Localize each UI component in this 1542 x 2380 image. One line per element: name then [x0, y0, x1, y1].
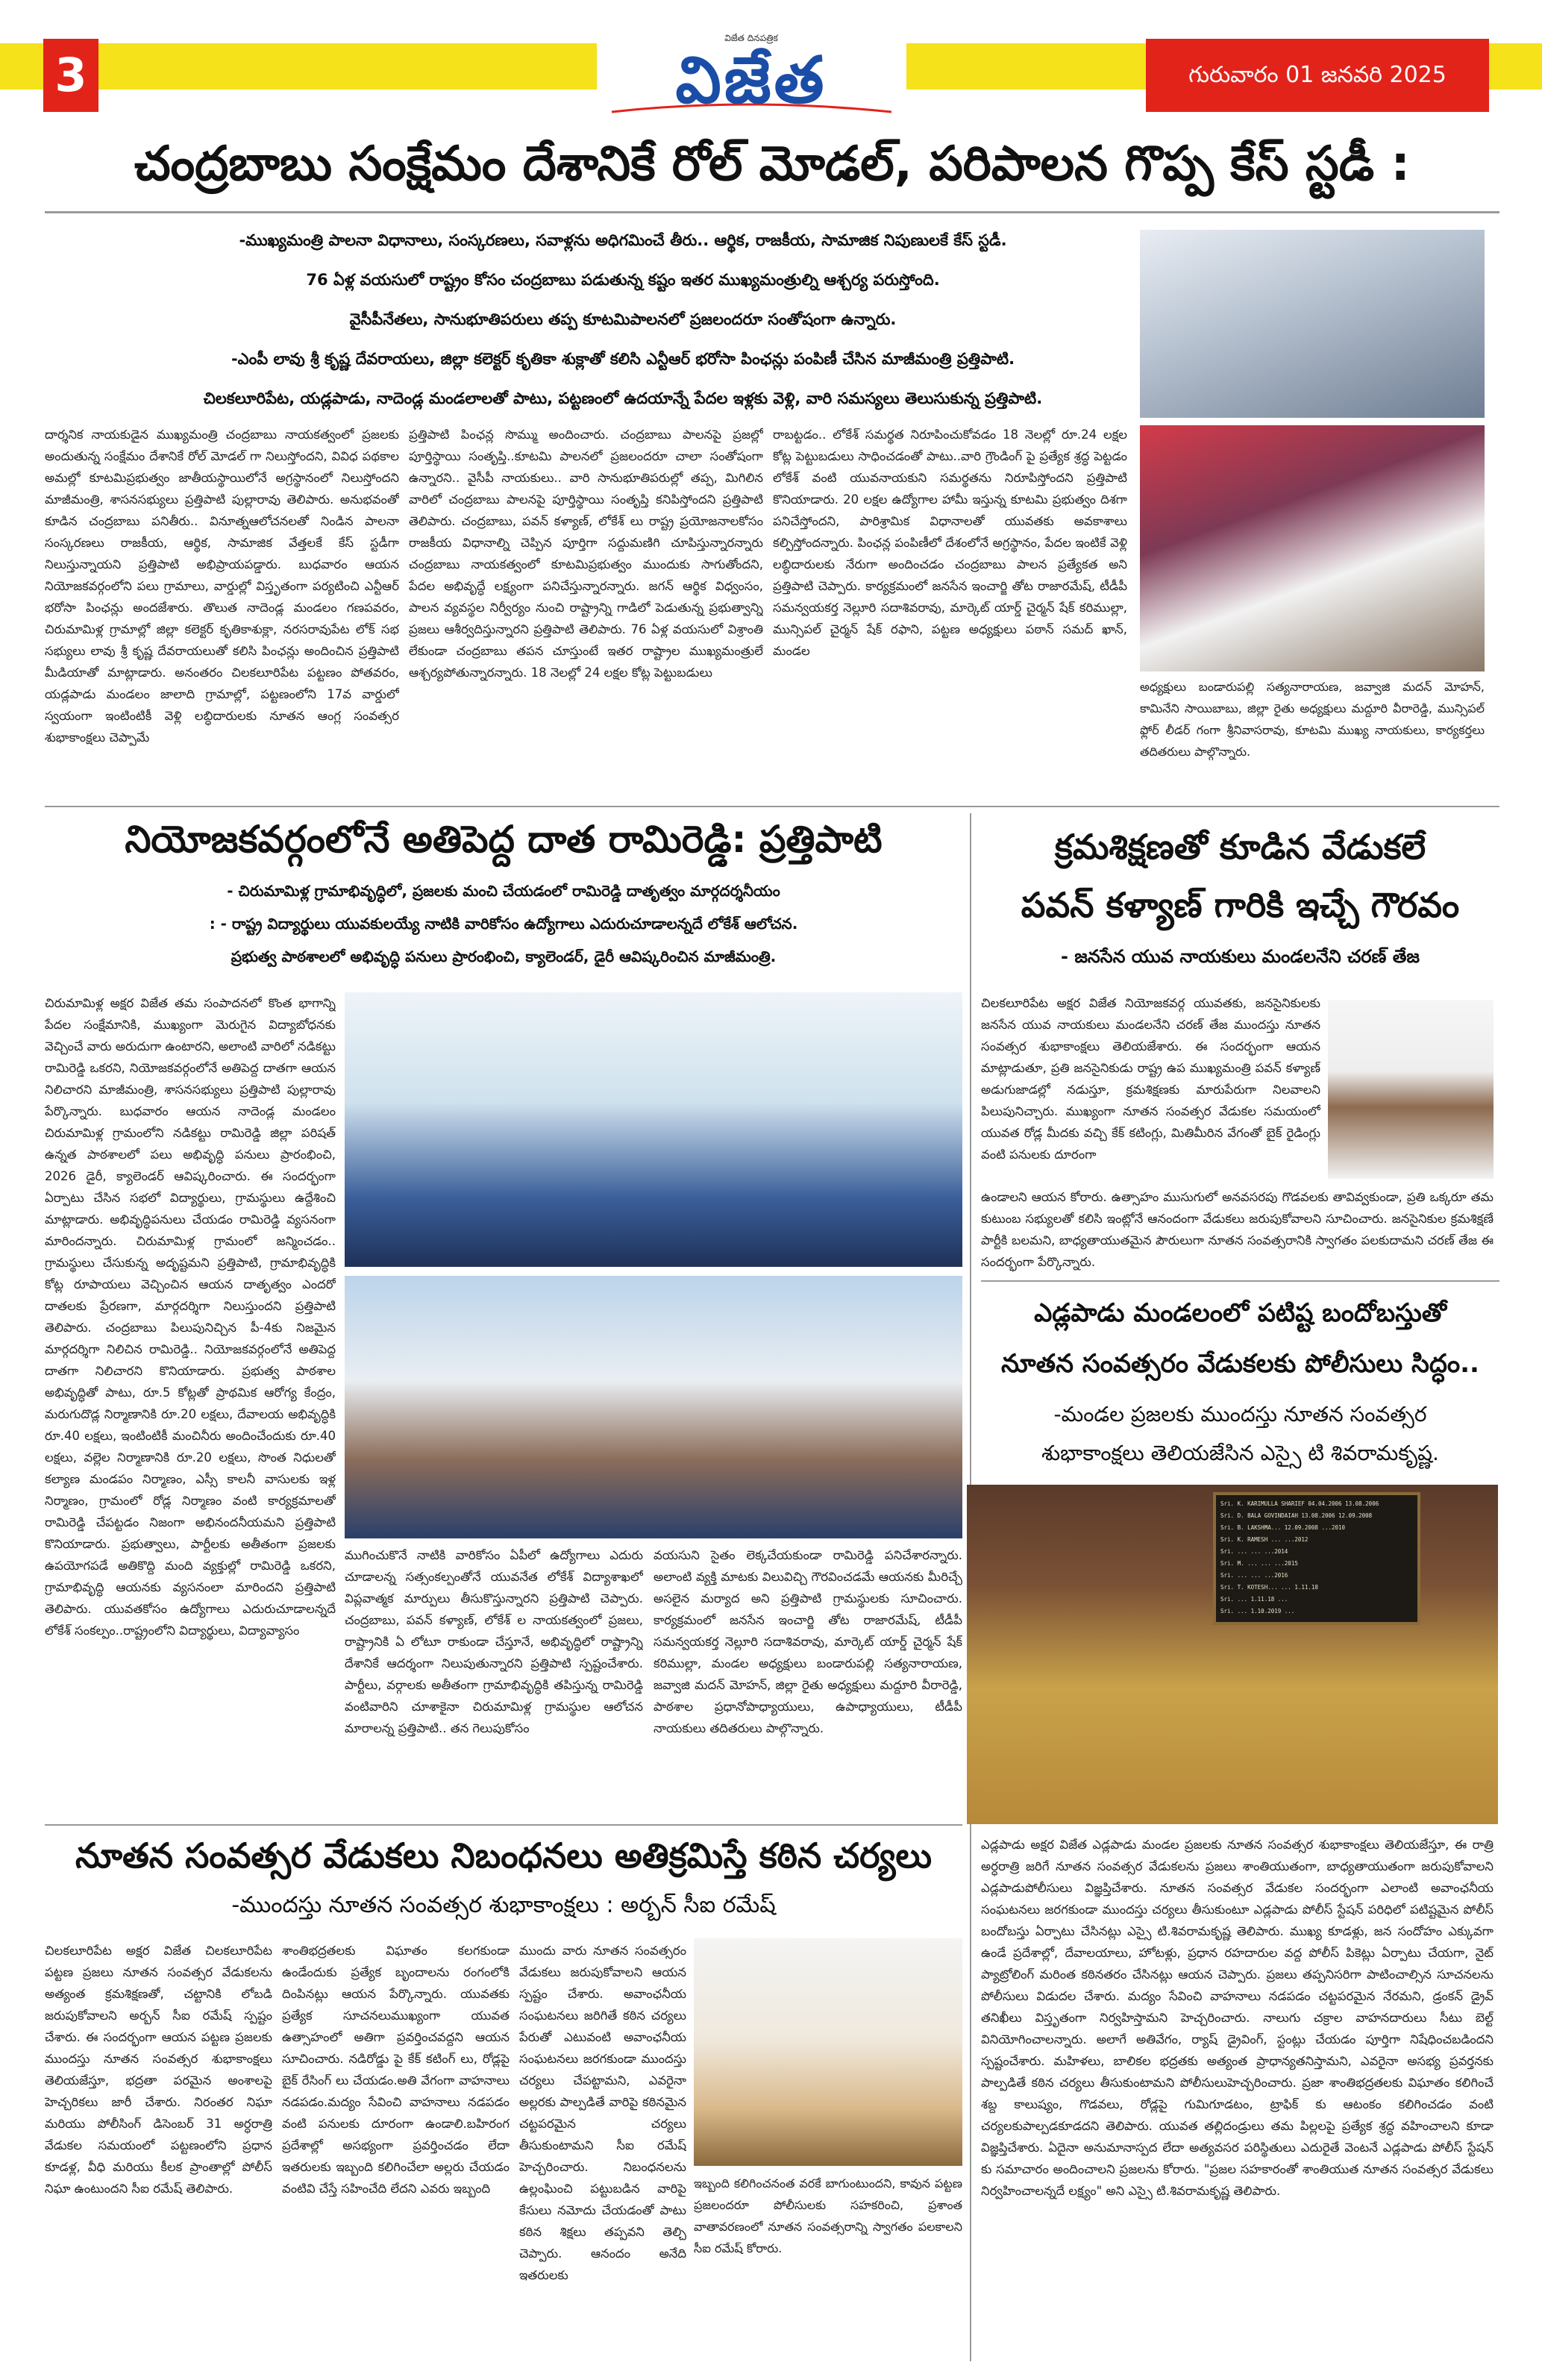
- story3-column-3: ముందు వారు నూతన సంవత్సరం వేడుకలు జరుపుకోవాలని ఆయన స్పష్టం చేశారు. అవాంఛనీయ సంఘటనలు జరిగితే కఠిన చర్యలు పేరుతో ఎటువంటి అవాంఛనీయ సంఘటనలు జరగకుండా ముందస్తు చర్యలు చేపట్టామని, ఎవరైనా అల్లరకు పాల్పడితే వారిపై కఠినమైన చట్టపరమైన చర్యలు తీసుకుంటామని సీఐ రమేష్ హెచ్చరించారు. నిబంధనలను ఉల్లంఘించి పట్టుబడిన వారిపై కేసులు నమోదు చేయడంతో పాటు కఠిన శిక్షలు తప్పవని తెల్చి చెప్పారు. ఆనందం అనేది ఇతరులకు: [519, 1944, 686, 2282]
- board-row: Sri. K. RAMESH ... ...2012: [1220, 1536, 1308, 1543]
- story1-subheads: [112, 221, 1134, 419]
- story2-subheads: [45, 874, 962, 973]
- board-row: Sri. D. BALA GOVINDAIAH 13.08.2006 12.09.2008: [1220, 1512, 1373, 1519]
- story2-column-1: చిరుమామిళ్ల అక్షర విజేత తమ సంపాదనలో కొంత భాగాన్ని పేదల సంక్షేమానికి, ముఖ్యంగా మెరుగైన విద్యాబోధనకు వెచ్చించే వారు అరుదుగా ఉంటారని, అలాంటి వారిలో నడికట్టు రామిరెడ్డి ఒకరని, నియోజకవర్గంలోనే అతిపెద్ద దాతగా ఆయన నిలిచారని మాజీమంత్రి, శాసనసభ్యులు ప్రత్తిపాటి పుల్లారావు పేర్కొన్నారు. బుధవారం ఆయన నాదెండ్ల మండలం చిరుమామిళ్ల గ్రామంలోని నడికట్టు రామిరెడ్డి జిల్లా పరిషత్ ఉన్నత పాఠశాలలో పలు అభివృద్ధి పనులు ప్రారంభించి, 2026 డైరీ, క్యాలెండర్ ఆవిష్కరించారు. ఈ సందర్భంగా ఏర్పాటు చేసిన సభలో విద్యార్థులు, గ్రామస్థులు ఉద్దేశించి మాట్లాడారు. అభివృద్ధిపనులు చేయడం రామిరెడ్డి వ్యసనంగా మారిందన్నారు. చిరుమామిళ్ల గ్రామంలో జన్మించడం.. గ్రామస్థులు చేసుకున్న అదృష్టమని ప్రత్తిపాటి, గ్రామాభివృద్ధికి కోట్ల రూపాయలు వెచ్చించిన ఆయన దాతృత్వం ఎందరో దాతలకు ప్రేరణగా, మార్గదర్శిగా నిలుస్తుందని ప్రత్తిపాటి తెలిపారు. చంద్రబాబు పిలుపునిచ్చిన పీ-4కు నిజమైన మార్గదర్శిగా నిలిచిన రామిరెడ్డి.. నియోజకవర్గంలోనే అతిపెద్ద దాతగా నిలిచారని కొనియాడారు. ప్రభుత్వ పాఠశాల అభివృద్ధితో పాటు, రూ.5 కోట్లతో ప్రాథమిక ఆరోగ్య కేంద్రం, మరుగుదొడ్ల నిర్మాణానికి రూ.20 లక్షలు, దేవాలయ అభివృద్ధికి రూ.40 లక్షలు, ఇంటింటికీ మంచినీరు అందించేందుకు రూ.40 లక్షలు, వల్లెల నిర్మాణానికి రూ.20 లక్షలు, సొంత నిధులతో కల్యాణ మండపం నిర్మాణం, ఎస్సీ కాలనీ వాసులకు ఇళ్ల నిర్మాణం, గ్రామంలో రోడ్ల నిర్మాణం వంటి కార్యక్రమాలతో రామిరెడ్డి చేపట్టడం నిజంగా అభినందనీయమని ప్రత్తిపాటి కొనియాడారు. ప్రభుత్వాలు, పార్టీలకు అతీతంగా ప్రజలకు ఉపయోగపడే అతికొద్ది మంది వ్యక్తుల్లో రామిరెడ్డి ఒకరని, గ్రామాభివృద్ధి ఆయనకు వ్యసనంలా మారిందని ప్రత్తిపాటి తెలిపారు. యువతకోసం ఉద్యోగాలు ఎదురుచూడాలన్నదే లోకేశ్ సంకల్పం..రాష్ట్రంలోని విద్యార్థులు, విద్యావ్యాసం: [45, 996, 336, 1638]
- story2-column-2: ముగించుకొనే నాటికి వారికోసం ఏపీలో ఉద్యోగాలు ఎదురు చూడాలన్న సత్సంకల్పంతోనే యువనేత లోకేశ్ విద్యాశాఖలో విప్లవాత్మక మార్పులు తీసుకొస్తున్నారని ప్రత్తిపాటి చెప్పారు. చంద్రబాబు, పవన్ కళ్యాణ్, లోకేశ్ ల నాయకత్వంలో ప్రజలు, రాష్ట్రానికి ఏ లోటూ రాకుండా చేస్తూనే, అభివృద్ధిలో రాష్ట్రాన్ని దేశానికే ఆదర్శంగా నిలుపుతున్నారని ప్రత్తిపాటి స్పష్టంచేశారు. పార్టీలు, వర్గాలకు అతీతంగా గ్రామాభివృద్ధికి తపిస్తున్న రామిరెడ్డి వంటివారిని చూశాకైనా చిరుమామిళ్ల గ్రామస్థుల ఆలోచన మారాలన్న ప్రత్తిపాటి.. తన గెలుపుకోసం: [345, 1548, 643, 1735]
- story4-sub: - జనసేన యువ నాయకులు మండలనేని చరణ్ తేజ: [1061, 946, 1420, 967]
- story1-column-2: ప్రత్తిపాటి పింఛన్ల సొమ్ము అందించారు. చంద్రబాబు పాలనపై ప్రజల్లో పూర్తిస్థాయి సంతృప్తి..కూటమి పాలనలో ప్రజలందరూ చాలా సంతోషంగా ఉన్నారని.. వైసీపీ నాయకులు.. వారి సానుభూతిపరుల్లో తప్ప, మిగిలిన వారిలో చంద్రబాబు పాలనపై పూర్తిస్థాయి సంతృప్తి కనిపిస్తోందని ప్రత్తిపాటి తెలిపారు. చంద్రబాబు, పవన్ కళ్యాణ్, లోకేశ్ లు రాష్ట్ర ప్రయోజనాలకోసం రాజకీయ విధానాల్ని చెప్పిన పూర్తిగా సద్దుమణిగి చూపిస్తున్నారన్నారు చంద్రబాబు నాయకత్వంలో కూటమిప్రభుత్వం ముందుకు సాగుతోందని, పేదల అభివృద్ధే లక్ష్యంగా పనిచేస్తున్నారన్నారు. జగన్ ఆర్థిక విధ్వంసం, పాలన వ్యవస్థల నిర్వీర్యం నుంచి రాష్ట్రాన్ని గాడిలో పెడుతున్న ప్రభుత్వాన్ని ప్రజలు ఆశీర్వదిస్తున్నారని ప్రత్తిపాటి తెలిపారు. 76 ఏళ్ల వయసులో విశ్రాంతి లేకుండా చంద్రబాబు తపన చూస్తుంటే ఇతర రాష్ట్రాల ముఖ్యమంత్రులే ఆశ్చర్యపోతున్నారన్నారు. 18 నెలల్లో 24 లక్షల కోట్ల పెట్టుబడులు: [409, 428, 763, 680]
- story4-body-bottom: ఉండాలని ఆయన కోరారు. ఉత్సాహం ముసుగులో అనవసరపు గొడవలకు తావివ్వకుండా, ప్రతి ఒక్కరూ తమ కుటుంబ సభ్యులతో కలిసి ఇంట్లోనే ఆనందంగా వేడుకలు జరుపుకోవాలని సూచించారు. జనసైనికుల క్రమశిక్షణే పార్టీకి బలమని, బాధ్యతాయుతమైన పౌరులుగా నూతన సంవత్సరానికి స్వాగతం పలకుదామని చరణ్ తేజ ఈ సందర్భంగా పేర్కొన్నారు.: [981, 1190, 1494, 1269]
- divider: [45, 1824, 962, 1826]
- board-row: Sri. ... 1.11.18 ...: [1220, 1596, 1288, 1603]
- story2-sub: : - రాష్ట్ర విద్యార్థులు యువకులయ్యే నాటికి వారికోసం ఉద్యోగాలు ఎదురుచూడాలన్నదే లోకేశ్ ఆలోచన.: [209, 915, 798, 933]
- story5-headline-line1: ఎడ్లపాడు మండలంలో పటిష్ట బందోబస్తుతో: [1034, 1298, 1447, 1328]
- story3-headline: నూతన సంవత్సర వేడుకలు నిబంధనలు అతిక్రమిస్తే కఠిన చర్యలు: [75, 1835, 933, 1876]
- story1-sub: -ముఖ్యమంత్రి పాలనా విధానాలు, సంస్కరణలు, సవాళ్లను అధిగమించే తీరు.. ఆర్థిక, రాజకీయ, సామాజిక నిపుణులకే కేస్ స్టడీ.: [239, 231, 1007, 249]
- logo-text: విజేత: [675, 43, 827, 118]
- story1-sub: 76 ఏళ్ల వయసులో రాష్ట్రం కోసం చంద్రబాబు పడుతున్న కష్టం ఇతర ముఖ్యమంత్రుల్ని ఆశ్చర్య పరుస్తోంది.: [306, 271, 940, 289]
- story2-column-3: వయసుని సైతం లెక్కచేయకుండా రామిరెడ్డి పనిచేశారన్నారు. అలాంటి వ్యక్తి మాటకు విలువిచ్చి గౌరవించడమే ఆయనకు మీరిచ్చే అసలైన మర్యాద అని ప్రత్తిపాటి గ్రామస్థులకు సూచించారు. కార్యక్రమంలో జనసేన ఇంచార్జి తోట రాజారమేష్, టీడీపీ సమన్వయకర్త నెల్లూరి సదాశివరావు, మార్కెట్ యార్డ్ చైర్మన్ షేక్ కరిముల్లా, మండల అధ్యక్షులు బండారుపల్లి సత్యనారాయణ, జవ్వాజి మదన్ మోహన్, జిల్లా రైతు అధ్యక్షులు మద్దూరి వీరారెడ్డి, పాఠశాల ప్రధానోపాధ్యాయులు, ఉపాధ్యాయులు, టీడీపీ నాయకులు తదితరులు పాల్గొన్నారు.: [654, 1548, 962, 1735]
- board-row: Sri. ... 1.10.2019 ...: [1220, 1608, 1295, 1615]
- story1-photo-bottom: [1140, 425, 1485, 671]
- story1-headline: చంద్రబాబు సంక్షేమం దేశానికే రోల్ మోడల్, పరిపాలన గొప్ప కేస్ స్టడీ :: [134, 137, 1410, 192]
- story1-photo-caption: అధ్యక్షులు బండారుపల్లి సత్యనారాయణ, జవ్వాజి మదన్ మోహన్, కామినేని సాయిబాబు, జిల్లా రైతు అధ్యక్షులు మద్దూరి వీరారెడ్డి, మున్సిపల్ ఫ్లోర్ లీడర్ గంగా శ్రీనివాసరావు, కూటమి ముఖ్య నాయకులు, కార్యకర్తలు తదితరులు పాల్గొన్నారు.: [1140, 680, 1485, 759]
- story1-sub: వైసీపీనేతలు, సానుభూతిపరులు తప్ప కూటమిపాలనలో ప్రజలందరూ సంతోషంగా ఉన్నారు.: [349, 310, 897, 328]
- story1-photo-top: [1140, 230, 1485, 418]
- page-number: 3: [43, 39, 98, 112]
- story4-photo: [1328, 1000, 1494, 1179]
- story2-photo-bottom: [345, 1276, 962, 1538]
- divider: [981, 1280, 1499, 1282]
- story3-column-2: శాంతిభద్రతలకు విఘాతం కలగకుండా ఉండేందుకు ప్రత్యేక బృందాలను రంగంలోకి దింపినట్లు ఆయన పేర్కొన్నారు. యువతకు ప్రత్యేక సూచనలుముఖ్యంగా యువత ఉత్సాహంలో అతిగా ప్రవర్తించవద్దని ఆయన సూచించారు. నడిరోడ్డు పై కేక్ కటింగ్ లు, రోడ్లపై బైక్ రేసింగ్ లు చేయడం.అతి వేగంగా వాహనాలు నడపడం.మద్యం సేవించి వాహనాలు నడపడం వంటి పనులకు దూరంగా ఉండాలి.బహిరంగ ప్రదేశాల్లో అసభ్యంగా ప్రవర్తించడం లేదా ఇతరులకు ఇబ్బంది కలిగించేలా అల్లరు చేయడం వంటివి చేస్తే సహించేది లేదని ఎవరు ఇబ్బంది: [282, 1944, 510, 2196]
- divider: [45, 211, 1499, 213]
- divider: [45, 806, 1499, 807]
- story3-photo: [694, 1938, 962, 2166]
- board-row: Sri. ... ... ...2016: [1220, 1572, 1288, 1579]
- story4-body-top: చిలకలూరిపేట అక్షర విజేత నియోజకవర్గ యువతకు, జనసైనికులకు జనసేన యువ నాయకులు మండలనేని చరణ్ తేజ ముందస్తు నూతన సంవత్సర శుభాకాంక్షలు తెలియజేశారు. ఈ సందర్భంగా ఆయన మాట్లాడుతూ, ప్రతి జనసైనికుడు రాష్ట్ర ఉప ముఖ్యమంత్రి పవన్ కళ్యాణ్ అడుగుజాడల్లో నడుస్తూ, క్రమశిక్షణకు మారుపేరుగా నిలవాలని పిలుపునిచ్చారు. ముఖ్యంగా నూతన సంవత్సర వేడుకల సమయంలో యువత రోడ్ల మీదకు వచ్చి కేక్ కటింగ్లు, మితిమీరిన వేగంతో బైక్ రైడింగ్లు వంటి పనులకు దూరంగా: [981, 996, 1320, 1162]
- story5-headline-line2: నూతన సంవత్సరం వేడుకలకు పోలీసులు సిద్ధం..: [1001, 1349, 1479, 1379]
- story5-photo: [967, 1485, 1498, 1824]
- board-row: Sri. K. KARIMULLA SHARIEF 04.04.2006 13.08.2006: [1220, 1500, 1379, 1507]
- story2-headline: నియోజకవర్గంలోనే అతిపెద్ద దాత రామిరెడ్డి: ప్రత్తిపాటి: [125, 818, 883, 861]
- story1-sub: -ఎంపీ లావు శ్రీ కృష్ణ దేవరాయలు, జిల్లా కలెక్టర్ కృతికా శుక్లాతో కలిసి ఎన్టీఆర్ భరోసా పింఛన్లు పంపిణీ చేసిన మాజీమంత్రి ప్రత్తిపాటి.: [231, 350, 1015, 368]
- story1-sub: చిలకలూరిపేట, యడ్లపాడు, నాదెండ్ల మండలాలతో పాటు, పట్టణంలో ఉదయాన్నే పేదల ఇళ్లకు వెళ్లి, వారి సమస్యలు తెలుసుకున్న ప్రత్తిపాటి.: [203, 389, 1043, 407]
- story3-column-1: చిలకలూరిపేట అక్షర విజేత చిలకలూరిపేట పట్టణ ప్రజలు నూతన సంవత్సర వేడుకలను అత్యంత క్రమశిక్షణతో, చట్టానికి లోబడి జరుపుకోవాలని అర్బన్ సీఐ రమేష్ స్పష్టం చేశారు. ఈ సందర్భంగా ఆయన పట్టణ ప్రజలకు ముందస్తు నూతన సంవత్సర శుభాకాంక్షలు తెలియజేస్తూ, భద్రతా పరమైన అంశాలపై హెచ్చరికలు జారీ చేశారు. నిరంతర నిఘా మరియు పోలీసింగ్ డిసెంబర్ 31 అర్ధరాత్రి వేడుకల సమయంలో పట్టణంలోని ప్రధాన కూడళ్ల, వీధి మరియు కీలక ప్రాంతాల్లో పోలీస్ నిఘా ఉంటుందని సీఐ రమేష్ తెలిపారు.: [45, 1944, 272, 2196]
- story2-sub: ప్రభుత్వ పాఠశాలలో అభివృద్ధి పనులు ప్రారంభించి, క్యాలెండర్, డైరీ ఆవిష్కరించిన మాజీమంత్రి.: [231, 948, 777, 965]
- dateline: గురువారం 01 జనవరి 2025: [1146, 39, 1489, 112]
- board-row: Sri. ... ... ...2014: [1220, 1548, 1288, 1555]
- story5-sub-line2: శుభాకాంక్షలు తెలియజేసిన ఎస్సై టి శివరామకృష్ణ.: [1041, 1441, 1439, 1465]
- board-row: Sri. B. LAKSHMA... 12.09.2008 ...2010: [1220, 1524, 1346, 1531]
- honour-board: [1213, 1492, 1420, 1625]
- story4-headline-line1: క్రమశిక్షణతో కూడిన వేడుకలే: [1054, 827, 1426, 867]
- story5-body: ఎడ్లపాడు అక్షర విజేత ఎడ్లపాడు మండల ప్రజలకు నూతన సంవత్సర శుభాకాంక్షలు తెలియజేస్తూ, ఈ రాత్రి అర్ధరాత్రి జరిగే నూతన సంవత్సర వేడుకలను ప్రజలు శాంతియుతంగా, బాధ్యతాయుతంగా జరుపుకోవాలని ఎడ్లపాడుపోలీసులు విజ్ఞప్తిచేశారు. నూతన సంవత్సర వేడుకల సందర్భంగా ఎలాంటి అవాంఛనీయ సంఘటనలు జరగకుండా ముందస్తు చర్యలు తీసుకుంటూ ఎడ్లపాడు పోలీస్ స్టేషన్ పరిధిలో పటిష్టమైన పోలీస్ బందోబస్తు ఏర్పాటు చేసినట్లు ఎస్సై టి.శివరామకృష్ణ తెలిపారు. ముఖ్య కూడళ్లు, జన సందోహం ఎక్కువగా ఉండే ప్రదేశాల్లో, దేవాలయాలు, హోటళ్లు, ప్రధాన రహదారుల వద్ద పోలీస్ పికెట్లు ఏర్పాటు చేయగా, నైట్ ప్యాట్రోలింగ్ మరింత కఠినతరం చేసినట్లు ఆయన చెప్పారు. ప్రజలు తప్పనిసరిగా పాటించాల్సిన సూచనలను పోలీసులు విడుదల చేశారు. మద్యం సేవించి వాహనాలు నడపడం చట్టపరమైన నేరమని, డ్రంకన్ డ్రైవ్ తనిఖీలు విస్తృతంగా నిర్వహిస్తామని హెచ్చరించారు. నాలుగు చక్రాల వాహనదారులు సీటు బెల్ట్ వినియోగించాలన్నారు. అలాగే అతివేగం, ర్యాష్ డ్రైవింగ్, స్టంట్లు చేయడం పూర్తిగా నిషేధించబడిందని స్పష్టంచేశారు. మహిళలు, బాలికల భద్రతకు అత్యంత ప్రాధాన్యతనిస్తామని, ఎవరైనా అసభ్య ప్రవర్తనకు పాల్పడితే కఠిన చర్యలు తీసుకుంటామని పోలీసులుహెచ్చరించారు. ప్రజా శాంతిభద్రతలకు విఘాతం కలిగించే శబ్ద కాలుష్యం, గొడవలు, రోడ్లపై గుమిగూడటం, ట్రాఫిక్ కు ఆటంకం కలిగించడం వంటి చర్యలకుపాల్పడకూడదని తెలిపారు. యువత తల్లిదండ్రులు తమ పిల్లలపై ప్రత్యేక శ్రద్ధ వహించాలని కూడా విజ్ఞప్తిచేశారు. ఏదైనా అనుమానాస్పద లేదా అత్యవసర పరిస్థితులు ఎదురైతే వెంటనే ఎడ్లపాడు పోలీస్ స్టేషన్ కు సమాచారం అందించాలని ప్రజలను కోరారు. "ప్రజల సహకారంతో శాంతియుత నూతన సంవత్సర వేడుకలు నిర్వహించాలన్నదే లక్ష్యం" అని ఎస్సై టి.శివరామకృష్ణ తెలిపారు.: [981, 1838, 1494, 2198]
- story1-column-1: దార్శనిక నాయకుడైన ముఖ్యమంత్రి చంద్రబాబు నాయకత్వంలో ప్రజలకు అందుతున్న సంక్షేమం దేశానికే రోల్ మోడల్ గా నిలుస్తోందని, వివిధ పథకాల అమల్లో కూటమిప్రభుత్వం జాతీయస్థాయిలోనే అగ్రస్థానంలో నిలుస్తోందని మాజీమంత్రి, శాసనసభ్యులు ప్రత్తిపాటి పుల్లారావు తెలిపారు. అనుభవంతో కూడిన చంద్రబాబు పనితీరు.. వినూత్నఆలోచనలతో నిండిన పాలనా సంస్కరణలు రాజకీయ, ఆర్థిక, సామాజిక వేత్తలకే కేస్ స్టడీగా నిలుస్తున్నాయని ప్రత్తిపాటి అభిప్రాయపడ్డారు. బుధవారం ఆయన నియోజకవర్గంలోని పలు గ్రామాలు, వార్డుల్లో విస్తృతంగా పర్యటించి ఎన్టీఆర్ భరోసా పింఛన్లు అందజేశారు. తొలుత నాదెండ్ల మండలం గణపవరం, చిరుమామిళ్ల గ్రామాల్లో జిల్లా కలెక్టర్ కృతికాశుక్లా, నరసరావుపేట లోక్ సభ సభ్యులు లావు శ్రీ కృష్ణ దేవరాయలుతో కలిసి పింఛన్లు అందించిన ప్రత్తిపాటి మీడియాతో మాట్లాడారు. అనంతరం చిలకలూరిపేట పట్టణం పోతవరం, యడ్లపాడు మండలం జాలాది గ్రామాల్లో, పట్టణంలోని 17వ వార్డులో స్వయంగా ఇంటింటికీ వెళ్లి లబ్ధిదారులకు నూతన ఆంగ్ల సంవత్సర శుభాకాంక్షలు చెప్పామే: [45, 428, 399, 745]
- board-row: Sri. M. ... ... ...2015: [1220, 1560, 1298, 1567]
- story3-photo-caption: ఇబ్బంది కలిగించనంత వరకే బాగుంటుందని, కావున పట్టణ ప్రజలందరూ పోలీసులకు సహకరించి, ప్రశాంత వాతావరణంలో నూతన సంవత్సరాన్ని స్వాగతం పలకాలని సీఐ రమేష్ కోరారు.: [694, 2176, 962, 2255]
- story2-sub: - చిరుమామిళ్ల గ్రామాభివృద్ధిలో, ప్రజలకు మంచి చేయడంలో రామిరెడ్డి దాతృత్వం మార్గదర్శనీయం: [227, 882, 780, 900]
- story1-column-3: రాబట్టడం.. లోకేశ్ సమర్థత నిరూపించుకోవడం 18 నెలల్లో రూ.24 లక్షల కోట్ల పెట్టుబడులు సాధించడంతో పాటు..వారి గ్రౌండింగ్ పై ప్రత్యేక శ్రద్ధ పెట్టడం లోకేశ్ వంటి యువనాయకుని సమర్థతను నిరూపిస్తోందని ప్రత్తిపాటి కొనియాడారు. 20 లక్షల ఉద్యోగాల హామీ ఇస్తున్న కూటమి ప్రభుత్వం దిశగా పనిచేస్తోందని, పారిశ్రామిక విధానాలతో యువతకు అవకాశాలు కల్పిస్తోందన్నారు. పింఛన్ల పంపిణీలో దేశంలోనే అగ్రస్థానం, పేదల ఇంటికే వెళ్లి లబ్ధిదారులకు నేరుగా అందించడం చంద్రబాబు పాలన ప్రత్యేకత అని ప్రత్తిపాటి చెప్పారు. కార్యక్రమంలో జనసేన ఇంచార్జి తోట రాజారమేష్, టీడీపీ సమన్వయకర్త నెల్లూరి సదాశివరావు, మార్కెట్ యార్డ్ చైర్మన్ షేక్ కరిముల్లా, మున్సిపల్ చైర్మన్ షేక్ రఫాని, పట్టణ అధ్యక్షులు పఠాన్ సమద్ ఖాన్, మండల: [773, 428, 1127, 658]
- story2-photo-top: [345, 992, 962, 1267]
- story4-headline-line2: పవన్ కళ్యాణ్ గారికి ఇచ్చే గౌరవం: [1021, 885, 1460, 925]
- board-row: Sri. T. KOTESH... ... 1.11.18: [1220, 1584, 1318, 1591]
- story3-sub: -ముందస్తు నూతన సంవత్సర శుభాకాంక్షలు : అర్బన్ సీఐ రమేష్: [231, 1892, 776, 1918]
- story5-sub-line1: -మండల ప్రజలకు ముందస్తు నూతన సంవత్సర: [1053, 1402, 1427, 1427]
- logo-tagline: విజేత దినపత్రిక: [724, 33, 778, 43]
